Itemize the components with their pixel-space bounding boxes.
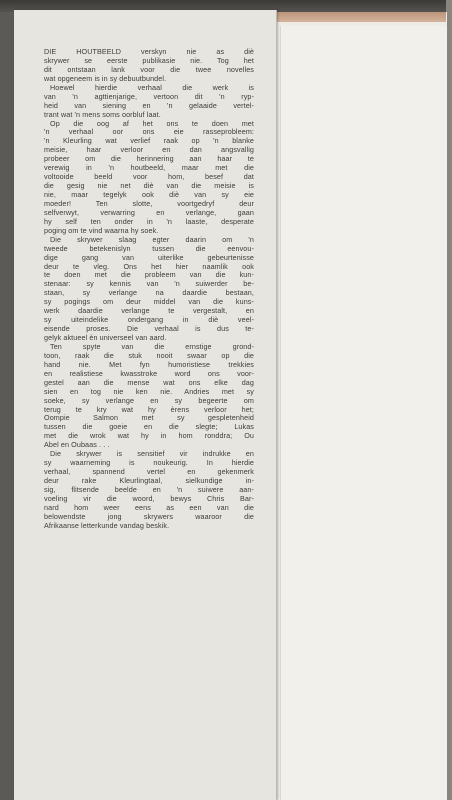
- blurb-line: stenaar: sy kennis van 'n suiwerder be-: [44, 279, 254, 289]
- blurb-line: selfverwyt, verwarring en verlange, gaan: [44, 207, 254, 217]
- blurb-line: 'n verhaal oor ons eie rasseprobleem:: [44, 127, 254, 137]
- blurb-line: tussen die goeie en die slegte; Lukas: [44, 422, 254, 432]
- jacket-flap: [14, 10, 277, 800]
- blurb-line: heid van siening en 'n gelaaide vertel-: [44, 100, 254, 110]
- blurb-line: belowendste jong skrywers waaroor die: [44, 511, 254, 521]
- blurb-line: nard hom weer eens as een van die: [44, 502, 254, 512]
- blurb-line: gelyk aktueel èn universeel van aard.: [44, 333, 167, 342]
- blurb-line: wat opgeneem is in sy debuutbundel.: [44, 73, 167, 83]
- blurb-line: met die wrok wat hy in hom ronddra; Ou: [44, 431, 254, 441]
- blurb-line: tweede betekenislyn tussen die eenvou-: [44, 243, 254, 253]
- blurb-line: eisende proses. Die verhaal is dus te-: [44, 324, 254, 334]
- blurb-line: verewig in 'n houtbeeld, maar met die: [44, 163, 254, 173]
- blurb-line: DIE HOUTBEELD verskyn nie as diè: [44, 47, 254, 56]
- blurb-line: trant wat 'n mens soms oorbluf laat.: [44, 109, 161, 119]
- blurb-line: hand nie. Met fyn humoristiese trekkies: [44, 359, 254, 369]
- blurb-line: 'n Kleurling wat verlief raak op 'n blanke: [44, 136, 254, 146]
- blurb-line: Die skrywer is sensitief vir indrukke en: [50, 449, 254, 459]
- blurb-line: skrywer se eerste publikasie nie. Tog het: [44, 55, 254, 65]
- blurb-line: Hoewel hierdie verhaal die werk is: [50, 82, 254, 92]
- blurb-line: werk daardie verlange te vergestalt, en: [44, 306, 254, 316]
- blurb-line: sien en tog nie ken nie. Andries met sy: [44, 386, 254, 396]
- blurb-line: en realistiese kwasstroke word ons voor-: [44, 368, 254, 378]
- blurb-line: die gesig nie net diè van die meisie is: [44, 181, 254, 191]
- blurb-line: dit ontstaan lank voor die twee novelles: [44, 64, 254, 74]
- blurb-line: Oompie Salmon met sy gespletenheid: [44, 413, 254, 423]
- blurb-line: sy pogings om deur middel van die kuns-: [44, 297, 254, 307]
- board-top-band: [268, 12, 446, 22]
- blurb-line: sig, flitsende beelde en 'n suiwere aan-: [44, 484, 254, 494]
- blurb-line: poging om te vind waarna hy soek.: [44, 225, 159, 235]
- blurb-line: te doen met die probleem van die kun-: [44, 270, 254, 280]
- blurb-line: sy waarneming is noukeurig. In hierdie: [44, 458, 254, 468]
- blurb-line: soeke, sy verlange en sy begeerte om: [44, 395, 254, 405]
- blurb-line: meisie, haar verloor en dan angsvallig: [44, 145, 254, 155]
- blurb-line: toon, raak die stuk nooit swaar op die: [44, 350, 254, 360]
- blurb-line: Op die oog af het ons te doen met: [50, 118, 254, 128]
- endpaper: [280, 26, 447, 800]
- blurb-line: voltooide beeld voor hom, besef dat: [44, 172, 254, 182]
- blurb-line: van 'n agttienjarige, vertoon dit 'n ryp-: [44, 91, 254, 101]
- blurb-line: Ten spyte van die ernstige grond-: [50, 341, 254, 351]
- flap-blurb: [44, 48, 254, 531]
- blurb-line: probeer om die herinnering aan haar te: [44, 154, 254, 164]
- blurb-line: nie, maar tegelyk ook diè van sy eie: [44, 190, 254, 199]
- blurb-line: deur te vleg. Ons het hier naamlik ook: [44, 261, 254, 271]
- blurb-line: gestel aan die mense wat ons elke dag: [44, 377, 254, 387]
- blurb-line: Afrikaanse letterkunde vandag beskik.: [44, 520, 170, 530]
- blurb-line: dige gang van uiterlike gebeurtenisse: [44, 252, 254, 262]
- blurb-line: terug te kry wat hy èrens verloor het;: [44, 404, 254, 414]
- blurb-line: Abel en Oubaas . . .: [44, 440, 110, 450]
- blurb-line: voeling vir die woord, bewys Chris Bar-: [44, 493, 254, 503]
- blurb-line: hy self ten onder in 'n laaste, desperate: [44, 216, 254, 226]
- blurb-line: moeder! Ten slotte, voortgedryf deur: [44, 198, 254, 208]
- blurb-line: Die skrywer slaag egter daarin om 'n: [50, 234, 254, 244]
- blurb-line: verhaal, spannend vertel en gekenmerk: [44, 467, 254, 477]
- blurb-line: sy uiteindelike ondergang in diè veel-: [44, 315, 254, 325]
- blurb-line: deur rake Kleurlingtaal, sielkundige in-: [44, 476, 254, 485]
- blurb-line: staan, sy verlange na daardie bestaan,: [44, 288, 254, 298]
